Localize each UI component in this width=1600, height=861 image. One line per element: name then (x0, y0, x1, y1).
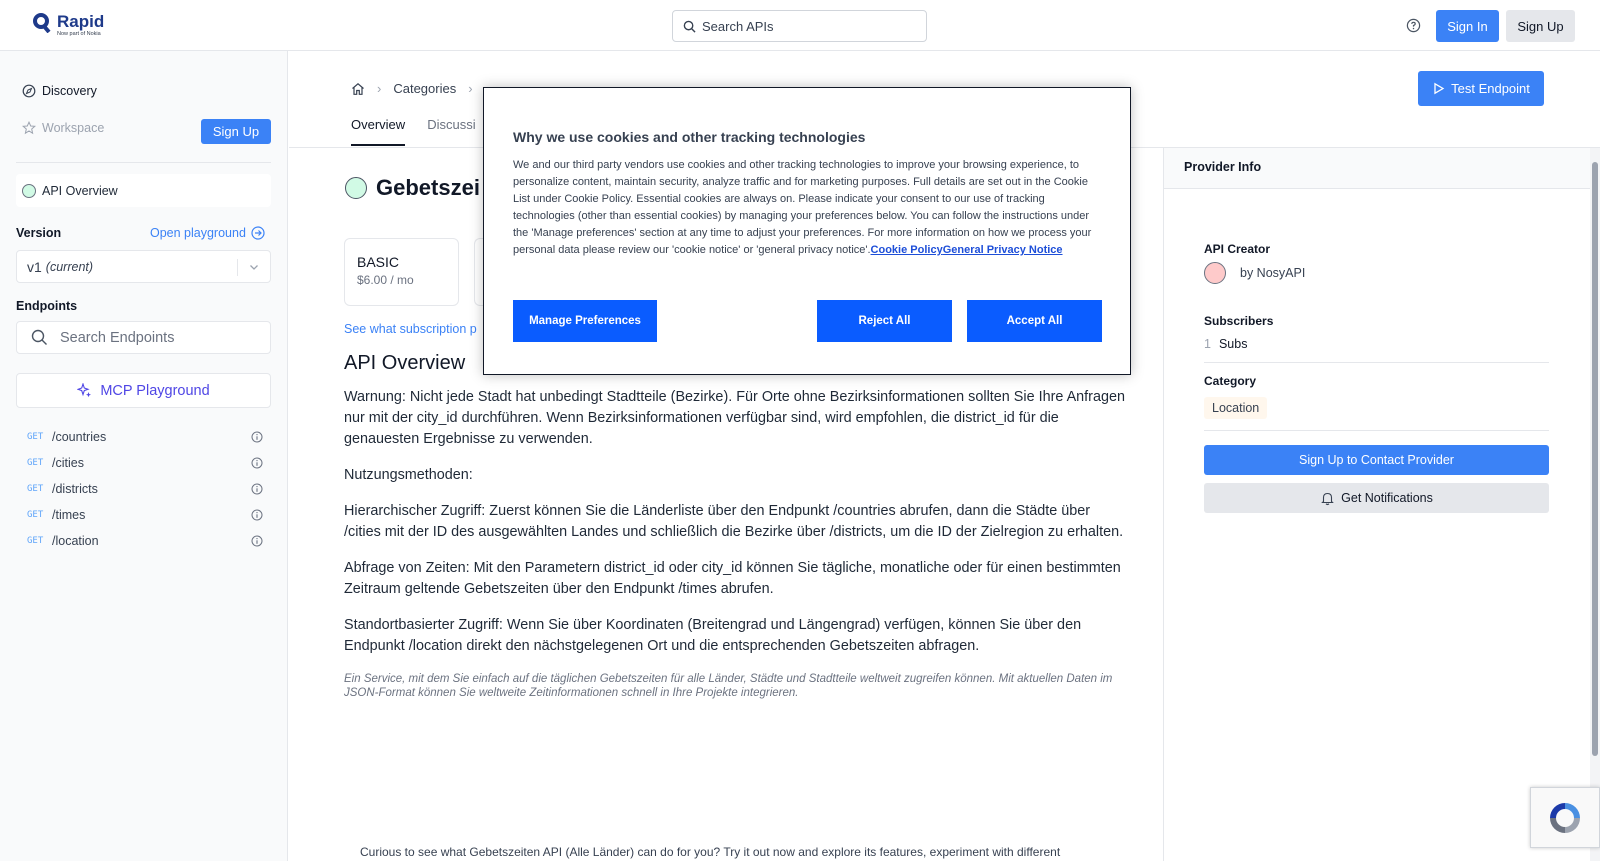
endpoints-label: Endpoints (16, 299, 78, 313)
search-endpoints-placeholder: Search Endpoints (60, 329, 175, 346)
subscribers-label: Subscribers (1204, 314, 1274, 328)
sidebar-divider (16, 162, 271, 163)
cookie-policy-link[interactable]: Cookie Policy (870, 244, 943, 256)
chevron-down-icon (248, 261, 260, 273)
plan-name: BASIC (357, 254, 400, 270)
tabs (351, 117, 498, 146)
breadcrumb (351, 81, 485, 96)
privacy-notice-link[interactable]: General Privacy Notice (942, 244, 1063, 256)
search-endpoints-input[interactable] (16, 321, 271, 354)
rapid-logo-icon (33, 13, 51, 33)
sidebar (0, 51, 288, 861)
api-description-note: Ein Service, mit dem Sie einfach auf die täglichen Gebetszeiten für alle Länder, Städte und Stadtteile weltweit zugreifen können. Mit aktuellen Daten im JSON-Format können Sie weltweite Zeitinformationen schnell in Ihre Projekte integrieren. (344, 673, 1113, 699)
compass-icon (22, 84, 36, 98)
arrow-circle-right-icon (251, 226, 265, 240)
test-endpoint-label: Test Endpoint (1451, 81, 1530, 96)
mcp-playground-label: MCP Playground (100, 382, 210, 399)
sign-up-button[interactable]: Sign Up (1506, 10, 1575, 42)
mcp-playground-button[interactable] (16, 373, 271, 408)
api-logo (345, 177, 367, 199)
cookie-body (513, 157, 1103, 259)
sidebar-item-workspace[interactable] (22, 121, 104, 135)
play-icon (1432, 82, 1445, 95)
get-notifications-label: Get Notifications (1341, 491, 1433, 505)
overview-content (344, 387, 1126, 700)
overview-paragraph: Hierarchischer Zugriff: Zuerst können Sie die Länderliste über den Endpunkt /countries abrufen, dann die Städte über /cities mit der ID des ausgewählten Landes und schließlich die Bezirke über /districts, um die ID der Zielregion zu erhalten. (344, 503, 1124, 540)
chevron-right-icon: › (468, 81, 473, 96)
endpoint-path: /cities (52, 456, 84, 470)
version-current: (current) (45, 259, 94, 274)
test-endpoint-button[interactable] (1418, 71, 1544, 106)
overview-heading: API Overview (344, 352, 466, 374)
cookie-consent-dialog (483, 87, 1131, 375)
overview-paragraph: Nutzungsmethoden: (344, 467, 473, 483)
subscribers-count (1204, 337, 1247, 351)
logo-subtitle: Now part of Nokia (57, 31, 101, 37)
api-creator-label: API Creator (1204, 242, 1271, 256)
endpoint-method: GET (27, 510, 44, 520)
tab-discussions[interactable]: Discussi (427, 117, 476, 132)
version-label: Version (16, 226, 62, 240)
endpoint-method: GET (27, 484, 44, 494)
endpoint-path: /districts (52, 482, 98, 496)
try-it-text: Curious to see what Gebetszeiten API (Alle Länder) can do for you? Try it out now and explore its features, experiment with different (360, 845, 1061, 859)
version-select[interactable] (16, 250, 271, 283)
open-playground-label: Open playground (150, 226, 246, 240)
tab-overview[interactable]: Overview (351, 117, 405, 146)
overview-paragraph: Warnung: Nicht jede Stadt hat unbedingt Stadtteile (Bezirke). Für Orte ohne Bezirksinformationen sollten Sie Ihre Anfragen nur mit der city_id durchführen. Wenn Bezirksinformationen verfügbar sind, wird empfohlen, die district_id für die genauesten Ergebnisse zu verwenden. (344, 389, 1125, 447)
endpoint-item-countries[interactable] (27, 427, 263, 447)
sidebar-sign-up-button[interactable]: Sign Up (201, 119, 271, 144)
version-value: v1 (27, 258, 42, 275)
info-icon[interactable] (251, 509, 263, 521)
endpoint-method: GET (27, 536, 44, 546)
search-placeholder: Search APIs (702, 18, 774, 34)
select-separator (237, 259, 238, 276)
subscription-plans-link[interactable]: See what subscription p (344, 322, 477, 336)
endpoint-item-times[interactable] (27, 505, 263, 525)
accept-all-button[interactable]: Accept All (967, 300, 1102, 342)
endpoint-path: /times (52, 508, 86, 522)
search-icon (683, 20, 696, 33)
api-creator[interactable] (1204, 262, 1305, 284)
star-icon (22, 121, 36, 135)
plan-price: $6.00 / mo (357, 273, 414, 287)
chevron-right-icon: › (377, 81, 382, 96)
sidebar-item-discovery[interactable] (22, 84, 97, 98)
endpoint-item-cities[interactable] (27, 453, 263, 473)
manage-preferences-button[interactable]: Manage Preferences (513, 300, 657, 342)
reject-all-button[interactable]: Reject All (817, 300, 952, 342)
provider-panel (1163, 148, 1600, 861)
endpoint-method: GET (27, 458, 44, 468)
overview-paragraph: Standortbasierter Zugriff: Wenn Sie über Koordinaten (Breitengrad und Längengrad) verfügen, können Sie über den Endpunkt /location direkt den nächstgelegenen Ort und die entsprechenden Gebetszeiten abfragen. (344, 617, 1082, 654)
get-notifications-button[interactable] (1204, 483, 1549, 513)
overview-paragraph: Abfrage von Zeiten: Mit den Parametern district_id oder city_id können Sie tägliche, monatliche oder für einen bestimmten Zeitraum geltende Gebetszeiten über den Endpunkt /times abrufen. (344, 560, 1121, 597)
cookie-title: Why we use cookies and other tracking technologies (513, 129, 866, 145)
sign-in-button[interactable]: Sign In (1436, 10, 1499, 42)
provider-divider (1204, 430, 1549, 431)
bell-icon (1320, 491, 1335, 506)
open-playground-link[interactable] (150, 226, 265, 240)
category-label: Category (1204, 374, 1257, 388)
subscribers-number: 1 (1204, 337, 1211, 351)
api-logo-icon (22, 184, 36, 198)
api-title: Gebetszei (376, 175, 480, 200)
sparkle-icon (77, 383, 92, 398)
endpoint-item-location[interactable] (27, 531, 263, 551)
home-icon[interactable] (351, 82, 365, 96)
scrollbar-thumb[interactable] (1592, 162, 1598, 756)
rapid-logo[interactable] (33, 13, 104, 38)
workspace-label: Workspace (42, 121, 105, 135)
info-icon[interactable] (251, 483, 263, 495)
contact-provider-button[interactable]: Sign Up to Contact Provider (1204, 445, 1549, 475)
top-header (0, 0, 1600, 51)
breadcrumb-categories[interactable]: Categories (393, 81, 457, 96)
endpoint-path: /location (52, 534, 99, 548)
search-apis-input[interactable] (672, 10, 927, 42)
info-icon[interactable] (251, 431, 263, 443)
info-icon[interactable] (251, 457, 263, 469)
logo-name: Rapid (57, 12, 105, 31)
help-icon[interactable] (1406, 18, 1421, 33)
plan-card-basic[interactable] (344, 238, 459, 306)
endpoint-method: GET (27, 432, 44, 442)
endpoint-item-districts[interactable] (27, 479, 263, 499)
avatar (1204, 262, 1226, 284)
creator-name: by NosyAPI (1240, 266, 1306, 280)
provider-divider (1204, 362, 1549, 363)
search-icon (31, 329, 48, 346)
info-icon[interactable] (251, 535, 263, 547)
category-badge[interactable]: Location (1204, 397, 1267, 419)
provider-info-header: Provider Info (1164, 148, 1600, 189)
subscribers-unit: Subs (1218, 337, 1248, 351)
endpoint-path: /countries (52, 430, 107, 444)
sidebar-item-api-overview[interactable] (16, 174, 271, 207)
api-overview-label: API Overview (42, 183, 118, 198)
discovery-label: Discovery (42, 84, 97, 98)
recaptcha-badge[interactable] (1530, 787, 1600, 848)
cookie-body-text: We and our third party vendors use cookies and other tracking technologies to improve your browsing experience, to personalize content, maintain security, analyze traffic and for marketing purposes. Full details are set out in the Cookie List under Cookie Policy. Essential cookies are always on. Please indicate your consent to our use of tracking technologies (other than essential cookies) by managing your preferences below. You can follow the instructions under the 'Manage preferences' section at any time to adjust your preferences. For more information on how we process your personal data please review our 'cookie notice' or 'general privacy notice'. (513, 159, 1092, 256)
recaptcha-icon (1545, 798, 1585, 838)
